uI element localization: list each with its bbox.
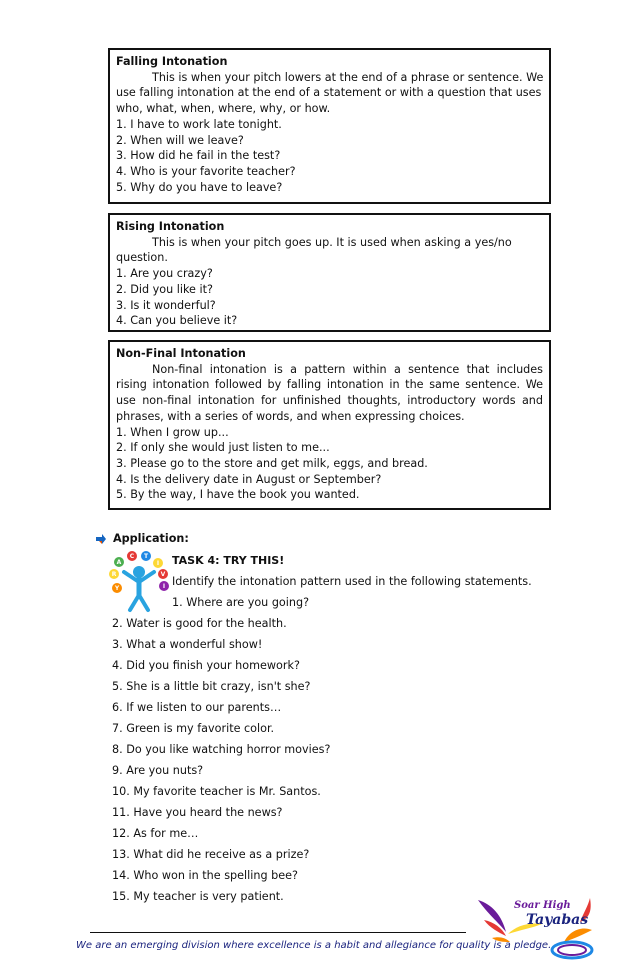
falling-intonation-description: This is when your pitch lowers at the end of a phrase or sentence. We use falling intonation at the end of a statement or with a question that uses who, what, when, where, why, or how. xyxy=(116,70,544,116)
falling-example: 2. When will we leave? xyxy=(116,133,244,147)
falling-example: 5. Why do you have to leave? xyxy=(116,180,283,194)
falling-example: 4. Who is your favorite teacher? xyxy=(116,164,296,178)
task-item: 3. What a wonderful show! xyxy=(112,638,263,651)
figure-letter: V xyxy=(160,571,166,578)
falling-example: 1. I have to work late tonight. xyxy=(116,117,282,131)
task-item: 9. Are you nuts? xyxy=(112,764,204,777)
task-item: 4. Did you finish your homework? xyxy=(112,659,300,672)
application-heading xyxy=(95,532,189,545)
activity-figure-icon xyxy=(108,550,170,616)
falling-intonation-box xyxy=(108,48,551,204)
task-item: 14. Who won in the spelling bee? xyxy=(112,869,298,882)
falling-example: 3. How did he fail in the test? xyxy=(116,149,281,163)
figure-letter: I xyxy=(156,560,160,567)
nonfinal-example: 2. If only she would just listen to me... xyxy=(116,441,330,455)
figure-letter: C xyxy=(129,553,135,560)
application-heading-label: Application: xyxy=(113,532,189,545)
task-item: 1. Where are you going? xyxy=(172,596,310,609)
task-item: 8. Do you like watching horror movies? xyxy=(112,743,331,756)
task-item: 7. Green is my favorite color. xyxy=(112,722,275,735)
figure-letter: A xyxy=(116,559,122,566)
nonfinal-example: 4. Is the delivery date in August or September? xyxy=(116,472,382,486)
task-item: 12. As for me… xyxy=(112,827,199,840)
falling-intonation-title: Falling Intonation xyxy=(116,55,228,68)
task-item: 5. She is a little bit crazy, isn't she? xyxy=(112,680,311,693)
task-instruction: Identify the intonation pattern used in the following statements. xyxy=(172,575,532,588)
arrow-bullet-icon xyxy=(95,533,107,545)
task-item: 6. If we listen to our parents… xyxy=(112,701,282,714)
nonfinal-intonation-title: Non-Final Intonation xyxy=(116,347,246,360)
figure-letter: Y xyxy=(114,585,120,592)
nonfinal-intonation-description: Non-final intonation is a pattern within a sentence that includes rising intonation followed by falling intonation in the same sentence. We use non-final intonation for unfinished thoughts, introductory words and phrases, with a series of words, and when expressing choices. xyxy=(116,362,543,423)
figure-letter: I xyxy=(162,583,166,590)
rising-intonation-description: This is when your pitch goes up. It is used when asking a yes/no question. xyxy=(116,235,512,265)
nonfinal-example: 1. When I grow up... xyxy=(116,425,229,439)
nonfinal-example: 3. Please go to the store and get milk, eggs, and bread. xyxy=(116,456,428,470)
footer-motto: We are an emerging division where excellence is a habit and allegiance for quality is a pledge. xyxy=(76,940,552,951)
rising-example: 1. Are you crazy? xyxy=(116,267,213,281)
task-item: 11. Have you heard the news? xyxy=(112,806,283,819)
nonfinal-example: 5. By the way, I have the book you wanted. xyxy=(116,488,360,502)
rising-intonation-box xyxy=(108,213,551,332)
logo-line1: Soar High xyxy=(514,900,571,911)
figure-letter: T xyxy=(143,553,149,560)
task-item: 2. Water is good for the health. xyxy=(112,617,287,630)
task-item: 10. My favorite teacher is Mr. Santos. xyxy=(112,785,321,798)
rising-example: 2. Did you like it? xyxy=(116,282,213,296)
task-item: 13. What did he receive as a prize? xyxy=(112,848,310,861)
task-item: 15. My teacher is very patient. xyxy=(112,890,284,903)
task-title: TASK 4: TRY THIS! xyxy=(172,554,285,567)
footer-divider xyxy=(90,932,466,933)
rising-example: 4. Can you believe it? xyxy=(116,314,238,328)
logo-line2: Tayabas xyxy=(526,912,589,928)
rising-example: 3. Is it wonderful? xyxy=(116,298,216,312)
nonfinal-intonation-box xyxy=(108,340,551,510)
figure-letter: R xyxy=(111,571,117,578)
rising-intonation-title: Rising Intonation xyxy=(116,220,225,233)
